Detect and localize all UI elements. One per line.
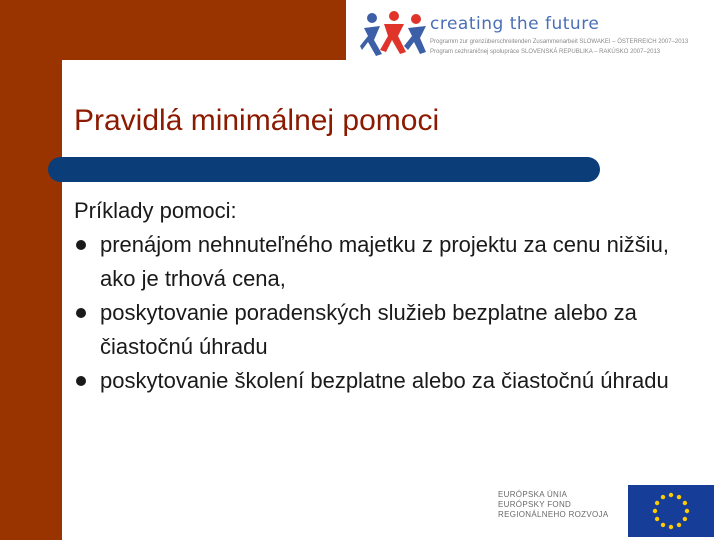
eu-flag-icon [628, 485, 714, 537]
program-logo [346, 0, 720, 62]
bullet-icon [76, 308, 86, 318]
program-line-2: Program cezhraničnej spolupráce SLOVENSKÁ REPUBLIKA – RAKÚSKO 2007–2013 [430, 49, 661, 55]
eu-line-2: EURÓPSKY FOND [498, 500, 572, 509]
list-item [74, 228, 674, 296]
eu-line-3: REGIONÁLNEHO ROZVOJA [498, 510, 609, 519]
bullet-list [74, 228, 674, 398]
eu-fund-label [498, 490, 608, 520]
bullet-text: prenájom nehnuteľného majetku z projektu za cenu nižšiu, ako je trhová cena, [100, 232, 669, 291]
program-line-1: Programm zur grenzüberschreitenden Zusammenarbeit SLOWAKEI – ÖSTERREICH 2007–2013 [430, 39, 689, 45]
slide-content [74, 194, 674, 398]
intro-text: Príklady pomoci: [74, 198, 237, 223]
left-frame-bar [0, 0, 62, 540]
eu-line-1: EURÓPSKA ÚNIA [498, 490, 568, 499]
bullet-text: poskytovanie poradenských služieb bezplatne alebo za čiastočnú úhradu [100, 300, 637, 359]
bullet-icon [76, 376, 86, 386]
slide-title: Pravidlá minimálnej pomoci [74, 104, 440, 137]
logo-title: creating the future [430, 14, 600, 34]
list-item [74, 296, 674, 364]
bullet-icon [76, 240, 86, 250]
list-item [74, 364, 674, 398]
people-logo-icon [360, 10, 428, 58]
title-rule [48, 157, 600, 182]
bullet-text: poskytovanie školení bezplatne alebo za čiastočnú úhradu [100, 368, 669, 393]
